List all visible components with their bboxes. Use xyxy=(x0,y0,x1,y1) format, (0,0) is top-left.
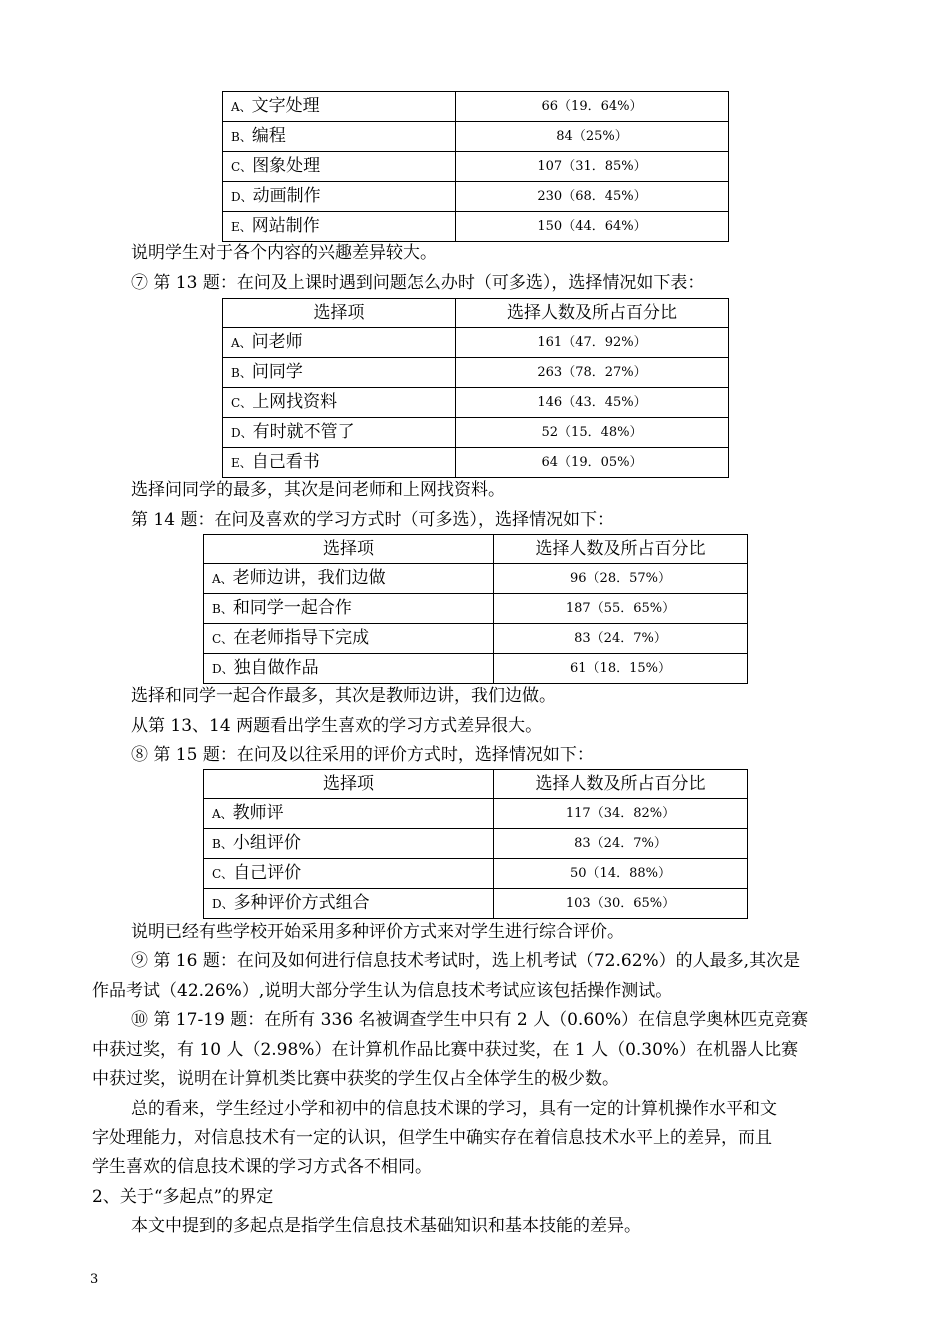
table-row: E、网站制作 150（44．64%） xyxy=(223,212,729,242)
table-row: D、独自做作品 61（18．15%） xyxy=(204,654,748,684)
table-row: E、自己看书 64（19．05%） xyxy=(223,448,729,478)
question-15-heading: ⑧ 第 15 题：在问及以往采用的评价方式时，选择情况如下： xyxy=(131,745,594,765)
paragraph-q17-line1: ⑩ 第 17-19 题：在所有 336 名被调查学生中只有 2 人（0.60%）在信息学奥林匹克竞赛 xyxy=(131,1010,809,1030)
table-row: D、多种评价方式组合 103（30．65%） xyxy=(204,889,748,919)
table-row: B、和同学一起合作 187（55．65%） xyxy=(204,594,748,624)
table-row: B、小组评价 83（24．7%） xyxy=(204,829,748,859)
question-13-heading: ⑦ 第 13 题：在问及上课时遇到问题怎么办时（可多选），选择情况如下表： xyxy=(131,273,705,293)
table-row: D、有时就不管了 52（15．48%） xyxy=(223,418,729,448)
table-row: A、文字处理 66（19．64%） xyxy=(223,92,729,122)
table-q14 xyxy=(203,534,748,684)
paragraph-q17-line3: 中获过奖，说明在计算机类比赛中获奖的学生仅占全体学生的极少数。 xyxy=(92,1069,619,1089)
table-row: D、动画制作 230（68．45%） xyxy=(223,182,729,212)
table-row: A、教师评 117（34．82%） xyxy=(204,799,748,829)
paragraph-q17-line2: 中获过奖，有 10 人（2.98%）在计算机作品比赛中获过奖，在 1 人（0.30%）在机器人比赛 xyxy=(92,1040,799,1060)
summary-line3: 学生喜欢的信息技术课的学习方式各不相同。 xyxy=(92,1157,432,1177)
paragraph: 说明已经有些学校开始采用多种评价方式来对学生进行综合评价。 xyxy=(131,922,624,942)
table-row: A、问老师 161（47．92%） xyxy=(223,328,729,358)
table-header-row: 选择项 选择人数及所占百分比 xyxy=(223,299,729,328)
table-row: A、老师边讲，我们边做 96（28．57%） xyxy=(204,564,748,594)
paragraph: 本文中提到的多起点是指学生信息技术基础知识和基本技能的差异。 xyxy=(131,1216,641,1236)
table-row: C、自己评价 50（14．88%） xyxy=(204,859,748,889)
table-row: C、图象处理 107（31．85%） xyxy=(223,152,729,182)
table-row: B、问同学 263（78．27%） xyxy=(223,358,729,388)
summary-line2: 字处理能力，对信息技术有一定的认识，但学生中确实存在着信息技术水平上的差异，而且 xyxy=(92,1128,772,1148)
table-q12 xyxy=(222,91,729,242)
table-q13 xyxy=(222,298,729,478)
paragraph: 说明学生对于各个内容的兴趣差异较大。 xyxy=(131,243,437,263)
table-q15 xyxy=(203,769,748,919)
section-heading: 2、关于“多起点”的界定 xyxy=(92,1187,274,1207)
summary-line1: 总的看来，学生经过小学和初中的信息技术课的学习，具有一定的计算机操作水平和文 xyxy=(131,1099,777,1119)
page-number: 3 xyxy=(90,1272,99,1287)
paragraph: 选择问同学的最多，其次是问老师和上网找资料。 xyxy=(131,480,505,500)
table-row: C、上网找资料 146（43．45%） xyxy=(223,388,729,418)
paragraph-q16-line1: ⑨ 第 16 题：在问及如何进行信息技术考试时，选上机考试（72.62%）的人最多,其次是 xyxy=(131,951,801,971)
paragraph: 选择和同学一起合作最多，其次是教师边讲，我们边做。 xyxy=(131,686,556,706)
question-14-heading: 第 14 题：在问及喜欢的学习方式时（可多选），选择情况如下： xyxy=(131,510,614,530)
table-header-row: 选择项 选择人数及所占百分比 xyxy=(204,770,748,799)
table-header-row: 选择项 选择人数及所占百分比 xyxy=(204,535,748,564)
table-row: C、在老师指导下完成 83（24．7%） xyxy=(204,624,748,654)
paragraph: 从第 13、14 两题看出学生喜欢的学习方式差异很大。 xyxy=(131,716,543,736)
table-row: B、编程 84（25%） xyxy=(223,122,729,152)
paragraph-q16-line2: 作品考试（42.26%）,说明大部分学生认为信息技术考试应该包括操作测试。 xyxy=(92,981,673,1001)
